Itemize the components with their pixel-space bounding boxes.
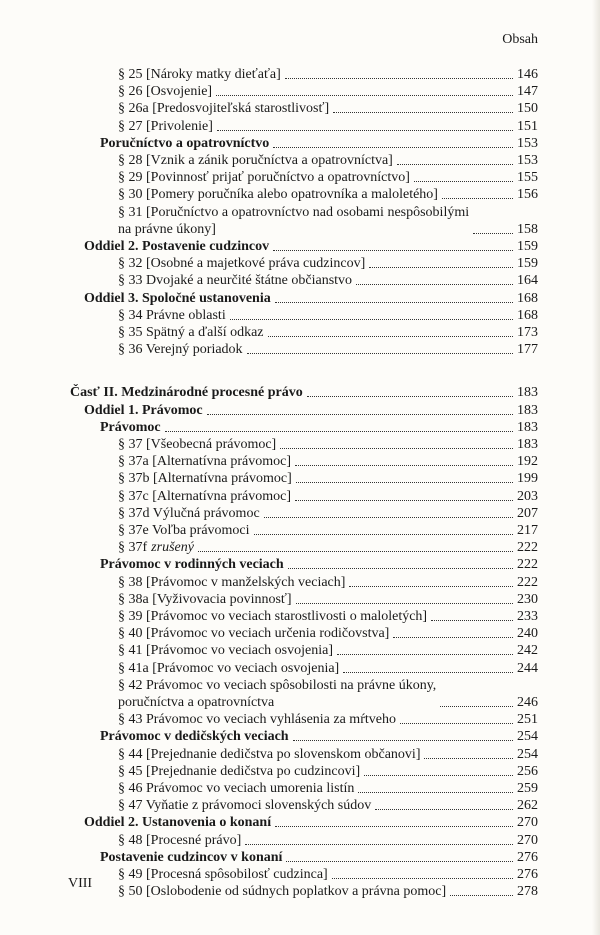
page-edge-shadow xyxy=(592,0,600,935)
toc-entry-label: § 41 [Právomoc vo veciach osvojenia] xyxy=(118,643,333,659)
toc-entry-label: § 29 [Povinnosť prijať poručníctvo a opatrovníctvo] xyxy=(118,170,410,186)
toc-entry-label: § 50 [Oslobodenie od súdnych poplatkov a právna pomoc] xyxy=(118,884,447,900)
toc-page-number: 278 xyxy=(517,884,538,900)
toc-entry xyxy=(118,539,538,556)
toc-page-number: 183 xyxy=(517,402,538,418)
toc-dot-leader xyxy=(275,825,513,827)
toc-page-number: 217 xyxy=(517,523,538,538)
toc-page-number: 183 xyxy=(517,385,538,401)
toc-entry-label: § 41a [Právomoc vo veciach osvojenia] xyxy=(118,660,340,676)
toc-dot-leader xyxy=(264,516,513,518)
toc-dot-leader xyxy=(424,757,513,759)
toc-dot-leader xyxy=(293,739,513,741)
toc-dot-leader xyxy=(268,335,513,337)
toc-entry-label: § 37a [Alternatívna právomoc] xyxy=(118,454,291,470)
toc-entry-label: § 38 [Právomoc v manželských veciach] xyxy=(118,574,346,590)
toc-page-number: 254 xyxy=(517,729,538,745)
toc-page-number: 276 xyxy=(517,867,538,882)
toc-dot-leader xyxy=(397,163,513,165)
toc-page-number: 158 xyxy=(517,221,538,237)
toc-dot-leader xyxy=(296,602,513,604)
toc-dot-leader xyxy=(431,619,513,621)
toc-page-number: 159 xyxy=(517,239,538,254)
toc-entry-label: Oddiel 1. Právomoc xyxy=(84,402,203,418)
toc-page-number: 207 xyxy=(517,505,538,521)
toc-page-number: 251 xyxy=(517,712,538,728)
toc-page-number: 244 xyxy=(517,660,538,676)
toc-entry xyxy=(118,711,538,728)
toc-entry-label: § 26 [Osvojenie] xyxy=(118,84,213,100)
toc-page-number: 146 xyxy=(517,67,538,82)
toc-entry xyxy=(118,780,538,797)
toc-entry xyxy=(118,505,538,522)
toc-dot-leader xyxy=(349,585,513,587)
toc-dot-leader xyxy=(165,430,513,432)
toc-entry-label: § 37f xyxy=(118,540,148,556)
toc-page-number: 183 xyxy=(517,437,538,452)
toc-dot-leader xyxy=(356,283,513,285)
toc-entry-label: § 48 [Procesné právo] xyxy=(118,832,242,848)
toc-entry-italic-note: zrušený xyxy=(151,540,194,556)
toc-entry-label: § 27 [Privolenie] xyxy=(118,118,213,134)
toc-dot-leader xyxy=(285,77,513,79)
toc-page-number: 246 xyxy=(517,694,538,710)
toc-entry-label: Časť II. Medzinárodné procesné právo xyxy=(70,385,303,401)
toc-entry xyxy=(118,453,538,470)
toc-entry-label: § 37c [Alternatívna právomoc] xyxy=(118,488,291,504)
toc-page-number: 259 xyxy=(517,781,538,796)
toc-entry-label: § 33 Dvojaké a neurčité štátne občianstvo xyxy=(118,273,353,289)
toc-entry-label: Postavenie cudzincov v konaní xyxy=(100,849,283,865)
toc-entry xyxy=(118,574,538,591)
toc-entry xyxy=(118,307,538,324)
toc-dot-leader xyxy=(216,94,513,96)
toc-entry xyxy=(118,83,538,100)
toc-entry xyxy=(100,728,538,745)
toc-page-number: 151 xyxy=(517,118,538,134)
toc-page-number: 262 xyxy=(517,798,538,814)
toc-dot-leader xyxy=(296,481,513,483)
toc-entry xyxy=(118,152,538,169)
toc-entry xyxy=(118,436,538,453)
toc-entry xyxy=(84,290,538,307)
toc-page-number: 233 xyxy=(517,609,538,624)
toc-page-number: 153 xyxy=(517,135,538,151)
toc-dot-leader xyxy=(332,877,513,879)
toc-entry-label: § 30 [Pomery poručníka alebo opatrovníka a maloletého] xyxy=(118,187,438,203)
toc-entry-label: § 49 [Procesná spôsobilosť cudzinca] xyxy=(118,867,328,882)
toc-dot-leader xyxy=(198,550,513,552)
toc-entry xyxy=(118,488,538,505)
toc-entry xyxy=(100,419,538,436)
toc-dot-leader xyxy=(295,499,513,501)
toc-entry-label: § 37b [Alternatívna právomoc] xyxy=(118,471,292,487)
toc-dot-leader xyxy=(207,413,513,415)
toc-entry-label: § 45 [Prejednanie dedičstva po cudzincovi] xyxy=(118,763,361,779)
toc-dot-leader xyxy=(393,636,513,638)
toc-page-number: 155 xyxy=(517,170,538,186)
toc-entry xyxy=(118,677,538,711)
toc-entry-label: § 43 Právomoc vo veciach vyhlásenia za mŕtveho xyxy=(118,712,396,728)
toc-entry-label: § 28 [Vznik a zánik poručníctva a opatrovníctva] xyxy=(118,153,393,168)
toc-entry xyxy=(118,255,538,272)
toc-entry-label: § 39 [Právomoc vo veciach starostlivosti o maloletých] xyxy=(118,609,428,624)
toc-entry-label: § 44 [Prejednanie dedičstva po slovenskom občanovi] xyxy=(118,746,421,762)
toc-entry xyxy=(118,169,538,186)
toc-entry-label: Poručníctvo a opatrovníctvo xyxy=(100,135,270,151)
toc-page-number: 222 xyxy=(517,557,538,573)
toc-page-number: 230 xyxy=(517,591,538,607)
toc-entry-label: Oddiel 2. Postavenie cudzincov xyxy=(84,239,270,254)
toc-entry xyxy=(100,135,538,152)
toc-dot-leader xyxy=(254,533,513,535)
toc-entry xyxy=(118,883,538,900)
toc-entry-label: Oddiel 3. Spoločné ustanovenia xyxy=(84,290,271,306)
toc-page-number: 276 xyxy=(517,849,538,865)
toc-entry xyxy=(118,746,538,763)
toc-entry-label: § 37e Voľba právomoci xyxy=(118,523,250,538)
toc-entry xyxy=(118,763,538,780)
toc-dot-leader xyxy=(275,301,513,303)
toc-page-number: 156 xyxy=(517,187,538,203)
toc-page-number: 183 xyxy=(517,419,538,435)
toc-page-number: 222 xyxy=(517,540,538,556)
toc-entry-label: Právomoc xyxy=(100,419,161,435)
toc-entry xyxy=(100,849,538,866)
toc-entry-label: § 36 Verejný poriadok xyxy=(118,342,243,358)
toc-page-number: 168 xyxy=(517,290,538,306)
toc-page-number: 240 xyxy=(517,626,538,642)
toc-dot-leader xyxy=(273,249,513,251)
toc-dot-leader xyxy=(400,722,513,724)
toc-dot-leader xyxy=(440,705,513,707)
toc-page-number: 164 xyxy=(517,273,538,289)
toc-dot-leader xyxy=(473,232,513,234)
toc-page-number: 242 xyxy=(517,643,538,659)
toc-entry xyxy=(118,522,538,539)
toc-page-number: 256 xyxy=(517,763,538,779)
toc-entry xyxy=(84,814,538,831)
toc-entry xyxy=(118,66,538,83)
toc-entry xyxy=(70,384,538,401)
toc-entry-label: § 32 [Osobné a majetkové práva cudzincov] xyxy=(118,256,366,272)
toc-dot-leader xyxy=(337,653,513,655)
toc-entry-label: § 35 Spätný a ďalší odkaz xyxy=(118,325,264,340)
toc-dot-leader xyxy=(414,180,513,182)
toc-dot-leader xyxy=(442,197,513,199)
toc-entry xyxy=(118,866,538,883)
toc-entry-label: § 46 Právomoc vo veciach umorenia listín xyxy=(118,781,355,796)
toc-page-number: 168 xyxy=(517,307,538,323)
toc-entry xyxy=(118,608,538,625)
toc-page-number: 222 xyxy=(517,574,538,590)
toc-page-number: 153 xyxy=(517,153,538,168)
page-number: VIII xyxy=(68,876,93,891)
toc-dot-leader xyxy=(369,266,513,268)
toc-dot-leader xyxy=(358,791,513,793)
toc-dot-leader xyxy=(343,671,513,673)
toc-entry xyxy=(118,204,538,238)
toc-dot-leader xyxy=(247,352,513,354)
toc-entry xyxy=(118,660,538,677)
toc-dot-leader xyxy=(245,843,513,845)
toc-page-number: 254 xyxy=(517,746,538,762)
toc-dot-leader xyxy=(273,146,513,148)
toc-entry xyxy=(100,556,538,573)
toc-dot-leader xyxy=(280,447,513,449)
toc-entry xyxy=(118,470,538,487)
toc-entry-label: § 40 [Právomoc vo veciach určenia rodičovstva] xyxy=(118,626,390,642)
toc-entry xyxy=(118,341,538,358)
running-header: Obsah xyxy=(502,32,538,47)
toc-dot-leader xyxy=(364,774,513,776)
toc-page-number: 270 xyxy=(517,832,538,848)
toc-entry xyxy=(118,186,538,203)
toc-entry-label: § 31 [Poručníctvo a opatrovníctvo nad osobami nespôsobilými na právne úkony] xyxy=(118,204,470,237)
toc-entry xyxy=(118,797,538,814)
toc-entry xyxy=(118,324,538,341)
toc-entry-label: § 34 Právne oblasti xyxy=(118,307,226,323)
toc-dot-leader xyxy=(307,395,513,397)
toc-entry-label: § 37d Výlučná právomoc xyxy=(118,505,260,521)
toc-page-number: 192 xyxy=(517,454,538,470)
toc-entry-label: § 38a [Vyživovacia povinnosť] xyxy=(118,591,292,607)
toc-dot-leader xyxy=(288,567,513,569)
toc-dot-leader xyxy=(295,464,513,466)
toc-page-number: 147 xyxy=(517,84,538,100)
toc-entry-label: § 42 Právomoc vo veciach spôsobilosti na právne úkony, poručníctva a opatrovníctva xyxy=(118,677,437,710)
toc-entry xyxy=(118,832,538,849)
toc-entry-label: Právomoc v dedičských veciach xyxy=(100,729,289,745)
toc-entry-label: § 25 [Nároky matky dieťaťa] xyxy=(118,67,281,82)
toc-page-number: 159 xyxy=(517,256,538,272)
toc-page-number: 177 xyxy=(517,342,538,358)
toc-dot-leader xyxy=(286,860,513,862)
toc-entry xyxy=(118,591,538,608)
toc-entry-label: § 37 [Všeobecná právomoc] xyxy=(118,437,277,452)
toc-page-number: 150 xyxy=(517,101,538,117)
toc-entry-label: Oddiel 2. Ustanovenia o konaní xyxy=(84,815,272,831)
toc-entry-label: § 47 Vyňatie z právomoci slovenských súdov xyxy=(118,798,372,814)
toc-page-number: 199 xyxy=(517,471,538,487)
toc-dot-leader xyxy=(333,111,513,113)
toc-dot-leader xyxy=(450,894,513,896)
toc-page-number: 203 xyxy=(517,488,538,504)
toc-page-number: 173 xyxy=(517,325,538,340)
toc-entry xyxy=(118,272,538,289)
toc-page-number: 270 xyxy=(517,815,538,831)
toc-entry-label: Právomoc v rodinných veciach xyxy=(100,557,284,573)
toc-entry xyxy=(118,118,538,135)
toc-entry xyxy=(84,402,538,419)
toc-dot-leader xyxy=(375,808,513,810)
toc-entry-label: § 26a [Predosvojiteľská starostlivosť] xyxy=(118,101,330,117)
toc-entry xyxy=(84,238,538,255)
toc-dot-leader xyxy=(230,318,513,320)
toc-entry xyxy=(118,642,538,659)
toc-entry xyxy=(118,100,538,117)
toc-dot-leader xyxy=(217,129,513,131)
toc-entry xyxy=(118,625,538,642)
